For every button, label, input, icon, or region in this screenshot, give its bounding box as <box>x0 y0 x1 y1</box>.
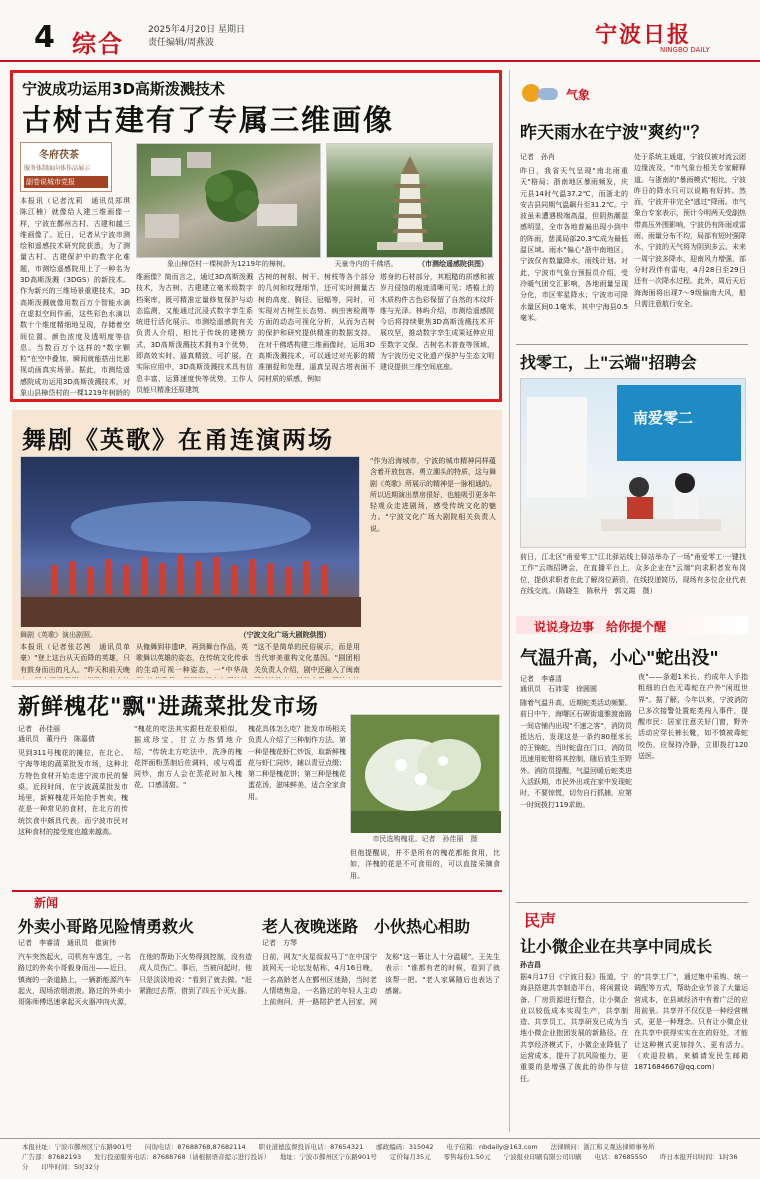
footer-line-2: 广告部：87682193 发行投递服务电话：87688768（请根据语音提示进行投诉） 地址：宁波市鄞州区宁东路901号 定价每月35元 零售每份1.50元 宁波报业印刷有限公司印刷 电话：87685550 昨日本报开印时间：1时36分 印毕时间：5时32分 <box>22 1153 738 1171</box>
warning-section-tag: 说说身边事 给你提个醒 <box>534 620 667 634</box>
issue-date: 2025年4月20日 星期日 <box>148 25 245 35</box>
advert-title: 冬府茯茶 <box>39 150 79 161</box>
weather-body-col-1: 昨日，我省天气呈现"南北雨重天"格局；浙南地区暴雨频发，庆元县14时气温37.2℃，而浙北的安吉县同期气温飙升至31.2℃。宁波虽未遭遇极端高温，但阴热潮湿感明显，全市各地普遍出现小到中的阵雨，慈溪局部20.3℃成为最低温区域。雨水"偏心"浙中南地区，宁波仅有数量降水，雨线计划。对此，宁波市气象台预报员介绍，受冷暖气团交汇影响，各地雨量呈现分化，市区零星降水；宁波市可降水量区间0.1毫米，其中宁海县0.5毫米。 <box>520 167 628 322</box>
issue-info <box>148 24 245 50</box>
page-footer <box>0 1138 760 1179</box>
sme-byline: 孙吉昌 <box>520 961 541 969</box>
job-fair-image <box>521 379 747 549</box>
weather-section-tag: 气象 <box>566 88 591 102</box>
dance-body-col-1: 本报讯（记者张芯茜 通讯员单豪）"登上这台从天而降的英雄，只有鼓身而出的凡人。"昨天和前天晚 <box>20 643 130 674</box>
news-story1-byline: 记者 李睿清 通讯员 崔寅伟 <box>18 939 116 947</box>
column-rule <box>509 70 510 1132</box>
dance-body-col-2: 从俺舞到非遗IP，再到舞台作品，英歌舞以英雄的姿态，在传统文化传承的生动可视一种姿态，一"中华战 <box>136 643 248 674</box>
locust-body-col-4: 但他提醒说，并不是所有的槐花都能食用，比如，洋槐的花是不可食用的，可以直接采摘食用。 <box>350 849 500 880</box>
dance-body-col-3: "这不是简单的民俗展示，而是用当代审美重构文化基因。"剧团相关负责人介绍，剧中还融入了闽南 <box>254 643 360 674</box>
warning-byline <box>520 674 597 694</box>
weather-cloud-icon <box>538 88 558 100</box>
weather-body-col-2: 处于系统主通道，宁波仅被对流云团边缘波及，"市气象台相关专家解释道。与浙南的"暴雨模式"相比，宁波昨日的降水只可以说略有好转。然而，宁波并非完全"逃过"降雨。市气象台专家表示，预计今明两天受副热带高压外围影响，宁波仍有阵雨或雷雨，雨量分布不均，局部有短时强降水，宁波的天气将为阴到多云。未来一周宁波多降水，迎南风力增强，部分时段伴有雷电，4月28日至29日还有一次降水过程。此外，周后天后海海面将出现7～9级偏南大风，船只需注意航行安全。 <box>634 153 746 308</box>
recruit-divider <box>516 344 748 345</box>
locust-body-col-1: 见到311号槐花的摊位，在北仑、宁海等地的蔬菜批发市场，这种北方特色食材开始走进宁波市民的餐桌。近段时间，在宁波蔬菜批发市场里，新鲜槐花开始抢手售卖。槐花是一种常见的食材，在北方的传统饮食中颇具代表，而宁波市民对这种食材的接受度也越来越高。 <box>18 749 128 837</box>
photo-locust-flowers <box>350 714 500 832</box>
locust-divider <box>12 686 502 687</box>
dance-photo-caption: 舞剧《英歌》演出剧照。 <box>20 631 97 639</box>
lead-body-col-1: 本报讯（记者沈莉 通讯员郑琪 陈江楠）就像给人建三维画像一样，宁波在鄞州古村、古建和越三维画像了。近日，记者从宁波市测绘和遥感技术研究院获悉，为了测量古村、古建保护中的数字化难题，市测绘遥感院用上了一种名为3D高斯泼溅（3DGS）的新技术。作为新兴的三维场景重建技术，3D高斯泼溅就像用数百万个智能水滴在虚拟空间作画，这些彩色水滴以数十个维度精细地呈现，存储着空间位置、颜色浓度及透明度等信息。当数百万个这样的"数字颗粒"在空中叠加，瞬间就能搭出比影视动画真实场景。据此，市测绘遥感院成功运用3D高斯泼溅技术，对象山县樟岱村的一棵1219年树龄的 <box>20 197 130 398</box>
advert-sub: 副卷说城市党报 <box>24 176 108 188</box>
lead-body-col-2: 维画像？简而言之，通过3D高斯泼溅技术，为古树、古建建立毫米级数字档案库，既可精准定量修复保护与动态监测，又能通过沉浸式数字孪生系统进行活化展示。市测绘遥感院有关负责人介绍，相比于传统的建模方式，3D高斯泼溅技术拥有3个优势，即高效实时、逼真精致、可扩展。在实际应用中，3D高斯泼溅技术具有信息丰富、运算速度快等优势，工作人员能只精准还原建筑 <box>136 273 253 394</box>
village-aerial-image <box>137 144 322 259</box>
sme-body-col-1: 据4月17日《宁波日报》报道，宁海县搭建共享制造平台，将闲置设备、厂房资源进行整合，让小微企业以较低成本实现生产，共享制造、共享员工、共享研发已成为当地小微企业抱团发展的新路径。在共享经济模式下，小微企业降低了运营成本，提升了抗风险能力，更重要的是增强了彼此的协作与信任。 <box>520 973 628 1083</box>
recruit-headline: 找零工，上"云端"招聘会 <box>520 353 697 372</box>
warning-headline: 气温升高，小心"蛇出没" <box>520 648 719 669</box>
warning-byline-reporter: 记者 李睿清 <box>520 675 562 683</box>
sme-section-tag: 民声 <box>524 911 557 930</box>
lead-body-col-4: 塔身的石材部分，其粗糙的质感和被岁月侵蚀的痕迹清晰可见；塔檐上的木质构件古色彩保留了自然的木纹纤维与光泽。林屿介绍，市测绘遥感院今后将持续聚焦3D高斯泼溅技术开展攻坚，推动数字孪生成果延伸应用至数字文保、古树名木普查等领域，为宁波历史文化遗产保护与生态文明建设提供三维空间底座。 <box>380 273 494 372</box>
photo-sign-text: 南爱零二 <box>633 409 694 427</box>
section-title: 综合 <box>72 30 124 58</box>
warning-body-col-1: 随着气温升高，近期蛇类活动频繁。前日中午，海曙区石碶街道雅渡南路一间店铺内出现"不速之客"，消防员抵达后，发现这是一条约80厘米长的王锦蛇。当时蛇盘在门口，消防员迅速用蛇钳将其控制，随后放生至野外。消防员提醒，气温回暖后蛇类进入活跃期，市民外出或在家中发现蛇时，不要惊慌，切勿自行抓捕，应第一时间拨打119求助。 <box>520 699 632 809</box>
locust-flowers-image <box>351 715 501 833</box>
dance-stage-image <box>21 457 361 627</box>
locust-body-col-2: "槐花的吃法其实跟柱花很相似，据成珍宝，甘立力热情地介绍，"传统北方吃法中，洗净的槐花拌面粉蒸制后佐调料，或与鸡蛋同炒，南方人会在蒸花时加入槐花，口感清甜。" <box>134 725 242 790</box>
photo-thousand-buddha-pagoda <box>326 143 493 258</box>
news-divider <box>12 890 502 892</box>
sme-body-col-2: 的"共享工厂"，通过集中采购、统一调配等方式，帮助企业节省了大量运营成本，在县域经济中有着广泛的应用前景。共享并不仅仅是一种经营模式，更是一种理念。只有让小微企业在共享中获得实实在在的好处，才能让这种模式更加持久、更有活力。（欢迎投稿，来稿请发民生邮箱1871684667@qq.com） <box>634 973 748 1072</box>
photo-credit: （市测绘遥感院供图） <box>418 260 488 268</box>
locust-byline-reporter: 记者 孙佳丽 <box>18 725 60 733</box>
photo-caption-tree: 象山樟岱村一棵树龄为1219年的樟树。 <box>167 260 290 268</box>
weather-headline: 昨天雨水在宁波"爽约"？ <box>520 123 708 143</box>
pagoda-image <box>327 144 494 259</box>
weather-byline: 记者 孙肖 <box>520 153 555 161</box>
news-story1-headline: 外卖小哥路见险情勇救火 <box>18 917 195 936</box>
dance-headline: 舞剧《英歌》在甬连演两场 <box>22 426 334 454</box>
advert-line: 服务体制面向体作品展示 <box>24 165 91 172</box>
advert-box <box>20 142 112 192</box>
lead-headline: 古树古建有了专属三维画像 <box>22 103 395 137</box>
news-story2-byline: 记者 方琴 <box>262 939 297 947</box>
lead-kicker: 宁波成功运用3D高斯泼溅技术 <box>22 80 225 98</box>
photo-caption-pagoda: 天童寺内的千佛塔。 <box>334 260 398 268</box>
photo-camphor-tree <box>136 143 321 258</box>
news-story2-body: 日前，网友"火星叔叔马丁"在中国宁波网天一论坛发帖称，4月16日晚，一名高龄老人在鄞州区迷路，当时老人情绪焦急，一名路过的年轻人主动上前询问，并一路陪护老人回家，网友称"这一幕让人十分温暖"。王先生表示："谁都有老的时候，看到了就该帮一把。"老人家属随后也表达了感谢。 <box>262 953 500 1007</box>
locust-headline: 新鲜槐花"飘"进蔬菜批发市场 <box>18 695 319 720</box>
locust-byline-correspondent: 通讯员 董丹丹 陈嘉倩 <box>18 735 95 743</box>
news-section-tag: 新闻 <box>34 896 59 910</box>
sme-headline: 让小微企业在共享中同成长 <box>520 937 713 956</box>
news-story2-headline: 老人夜晚迷路 小伙热心相助 <box>262 917 471 936</box>
warning-byline-correspondents: 通讯员 石沛雯 徐圆圆 <box>520 685 597 693</box>
newspaper-logo-en: NINGBO DAILY <box>660 46 710 54</box>
issue-editor: 责任编辑/周燕波 <box>148 38 215 48</box>
warning-body-col-2: 夜"——条超1米长、约成年人手指粗细的白色无毒蛇在户外"闲逛世界"。据了解，今年以来，宁波消防已多次接警处置蛇类闯入事件，提醒市民：居家注意关好门窗，野外活动应穿长裤长靴，如不慎被毒蛇咬伤，应保持冷静，立即拨打120送医。 <box>638 673 748 761</box>
footer-line-1: 本报社址：宁波市鄞州区宁东路901号 问询电话：87688768,87682114 职业道德监督投诉电话：87654321 邮政编码：315042 电子信箱：nbdaily@163.com 法律顾问：浙江和义观达律师事务所 <box>22 1143 655 1151</box>
sme-divider <box>516 902 748 903</box>
dance-body-col-4: "作为沿海城市，宁波的城市精神同样蕴含着开放包容，勇立潮头的特质，这与舞剧《英歌》所展示的精神是一脉相通的。所以近期演出票房很好，也能吸引更多年轻观众走进剧场，感受传统文化的魅力。"宁波文化广场大剧院相关负责人说。 <box>370 457 496 533</box>
photo-cloud-job-fair <box>520 378 746 548</box>
dance-photo-credit: （宁波文化广场大剧院供图） <box>239 631 331 639</box>
news-story1-body: 汽车突然起火，司机有车逃生，一名路过的外卖小哥毅身而出——近日，镇海的一条道路上，一辆新能源汽车起火，现场浓烟滚滚。路过的外卖小哥陈师傅迅速拿起灭火器冲向火源，在他的帮助下火势得到控制，没有造成人员伤亡。事后，当被问起时，他只是淡淡地说："看到了就去做。"赶紧跑过去帮，借到了四五个灭火器。 <box>18 953 252 1007</box>
page-number: 4 <box>34 20 55 55</box>
locust-body-col-3: 槐花具体怎么吃？批发市场相关负责人介绍了三种制作方法。第一种是槐花虾仁炒饭，取新鲜槐花与虾仁同炒，辅以青豆点缀；第二种是槐花饼；第三种是槐花蛋花汤，滋味鲜美，适合全家食用。 <box>248 725 346 801</box>
locust-byline <box>18 724 95 744</box>
locust-photo-caption: 市民选购槐花。记者 孙佳丽 摄 <box>372 835 478 843</box>
newspaper-logo: 宁波日报 <box>595 22 692 48</box>
lead-body-col-3: 古树的树根、树干、树枝等各个部分的几何和纹理细节，还可实时测量古树的高度、胸径、冠幅等，同时，可实现对古树生长态势、病虫害检测等方面的动态可视化分析，从而为古树的保护和研究提供精准的数据支持。在对千佛塔构建三维画像时，运用3D高斯泼溅技术，可以通过对光影的精准捕捉和处理，逼真呈现古塔表面不同材质的质感，例如 <box>258 273 375 383</box>
photo-dance-stage <box>20 456 360 626</box>
recruit-caption: 前日，江北区"甬爱零工"江北驿站线上驿站举办了一场"甬爱零工·一键找工作"云端招聘会，在直播平台上，众多企业在"云端"向求职者发布岗位，提供求职者在此了解岗位薪资，在线投递简历，现场有多位企业代表在线交流。（陈晓生 陈秋丹 郭文霞 摄） <box>520 553 746 595</box>
